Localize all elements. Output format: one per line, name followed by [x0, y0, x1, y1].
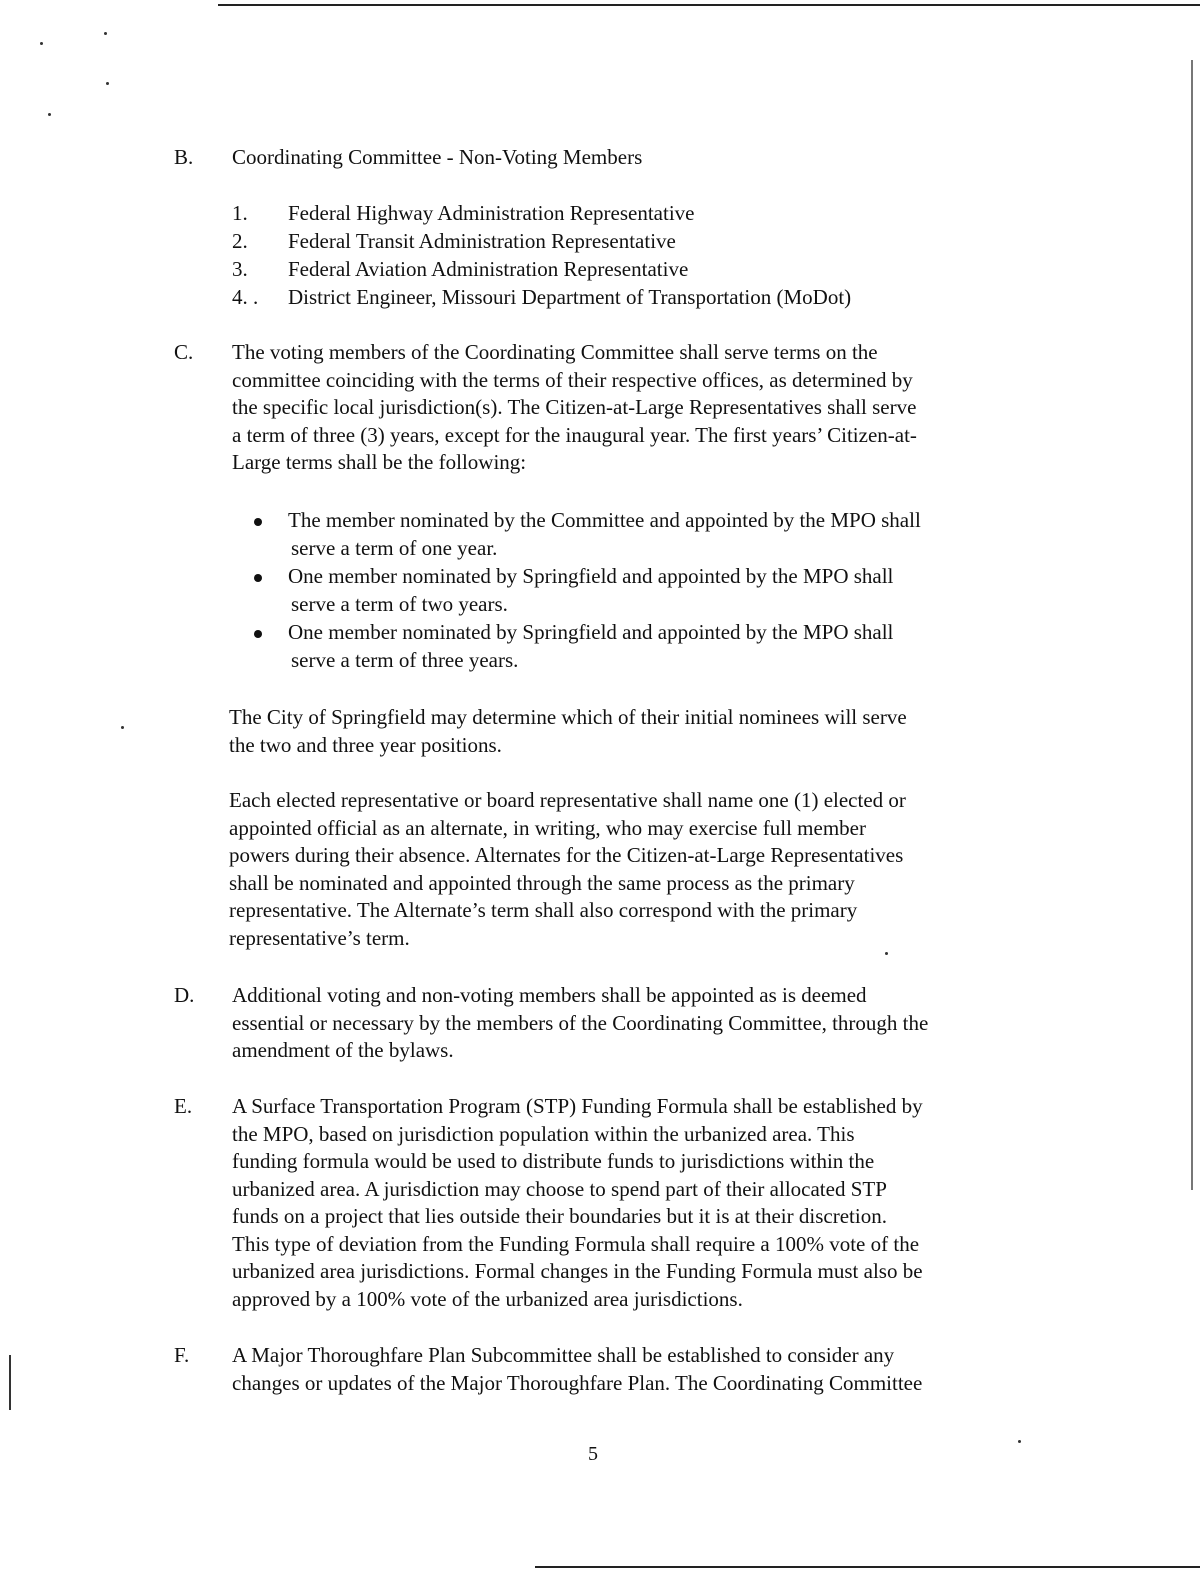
scan-left-mark [9, 1355, 11, 1410]
bullet-text [288, 619, 893, 674]
text-line: committee coinciding with the terms of their respective offices, as determined by [232, 367, 913, 392]
item-text: District Engineer, Missouri Department of Transportation (MoDot) [288, 285, 852, 309]
section-d-text [232, 982, 928, 1065]
scan-speck [40, 42, 43, 45]
text-line: the two and three year positions. [229, 732, 502, 757]
text-line: The member nominated by the Committee and appointed by the MPO shall [288, 508, 921, 532]
item-text: Federal Transit Administration Representative [288, 229, 676, 253]
scan-speck [1018, 1440, 1021, 1443]
section-e-text [232, 1093, 923, 1313]
scan-speck [121, 726, 124, 729]
text-line: approved by a 100% vote of the urbanized area jurisdictions. [232, 1286, 743, 1311]
bullet-icon [254, 630, 262, 638]
text-line: urbanized area jurisdictions. Formal changes in the Funding Formula must also be [232, 1259, 923, 1283]
text-line: funding formula would be used to distribute funds to jurisdictions within the [232, 1149, 875, 1173]
section-letter: E. [174, 1094, 193, 1118]
text-line: serve a term of three years. [291, 647, 519, 672]
text-line: the specific local jurisdiction(s). The Citizen-at-Large Representatives shall serve [232, 395, 917, 419]
section-b-heading [174, 144, 1034, 172]
text-line: shall be nominated and appointed through the same process as the primary [229, 870, 855, 895]
text-line: urbanized area. A jurisdiction may choose to spend part of their allocated STP [232, 1176, 887, 1201]
text-line: serve a term of one year. [291, 535, 498, 560]
paragraph [229, 704, 907, 759]
text-line: changes or updates of the Major Thoroughfare Plan. The Coordinating Committee [232, 1370, 923, 1395]
text-line: One member nominated by Springfield and appointed by the MPO shall [288, 564, 894, 588]
text-line: funds on a project that lies outside their boundaries but it is at their discretion. [232, 1204, 887, 1228]
item-number: 1. [232, 201, 248, 225]
paragraph [229, 787, 906, 952]
bullet-icon [254, 518, 262, 526]
text-line: representative. The Alternate’s term shall also correspond with the primary [229, 898, 858, 922]
text-line: Additional voting and non-voting members shall be appointed as is deemed [232, 983, 867, 1007]
scan-top-rule [218, 4, 1200, 6]
scan-speck [48, 113, 51, 116]
item-text: Federal Aviation Administration Representative [288, 257, 689, 281]
scan-speck [106, 82, 109, 85]
text-line: powers during their absence. Alternates for the Citizen-at-Large Representatives [229, 843, 904, 867]
scan-bottom-rule [535, 1566, 1200, 1568]
section-letter: C. [174, 340, 194, 364]
section-title: Coordinating Committee - Non-Voting Members [232, 145, 643, 169]
text-line: The voting members of the Coordinating Committee shall serve terms on the [232, 340, 878, 364]
text-line: This type of deviation from the Funding Formula shall require a 100% vote of the [232, 1231, 920, 1256]
text-line: a term of three (3) years, except for the inaugural year. The first years’ Citizen-at- [232, 422, 917, 447]
scan-speck [104, 32, 107, 35]
item-text: Federal Highway Administration Representative [288, 201, 695, 225]
text-line: serve a term of two years. [291, 591, 508, 616]
text-line: Each elected representative or board representative shall name one (1) elected or [229, 788, 906, 812]
text-line: The City of Springfield may determine which of their initial nominees will serve [229, 705, 907, 729]
text-line: One member nominated by Springfield and appointed by the MPO shall [288, 620, 894, 644]
bullet-text [288, 507, 921, 562]
section-f-text [232, 1342, 922, 1397]
item-number: 4. . [232, 285, 259, 309]
item-number: 3. [232, 257, 248, 281]
text-line: representative’s term. [229, 925, 410, 950]
text-line: appointed official as an alternate, in writing, who may exercise full member [229, 815, 866, 840]
text-line: essential or necessary by the members of the Coordinating Committee, through the [232, 1010, 929, 1035]
scan-speck [885, 952, 888, 955]
text-line: the MPO, based on jurisdiction population within the urbanized area. This [232, 1121, 855, 1146]
section-letter: F. [174, 1343, 190, 1367]
section-c-text [232, 339, 917, 477]
text-line: Large terms shall be the following: [232, 450, 527, 474]
text-line: A Major Thoroughfare Plan Subcommittee shall be established to consider any [232, 1343, 895, 1367]
bullet-icon [254, 574, 262, 582]
section-letter: B. [174, 145, 194, 169]
text-line: amendment of the bylaws. [232, 1038, 454, 1062]
text-line: A Surface Transportation Program (STP) Funding Formula shall be established by [232, 1094, 923, 1118]
scan-right-edge [1191, 60, 1193, 1190]
section-letter: D. [174, 983, 195, 1007]
bullet-text [288, 563, 893, 618]
page-number: 5 [588, 1443, 598, 1465]
item-number: 2. [232, 229, 248, 253]
